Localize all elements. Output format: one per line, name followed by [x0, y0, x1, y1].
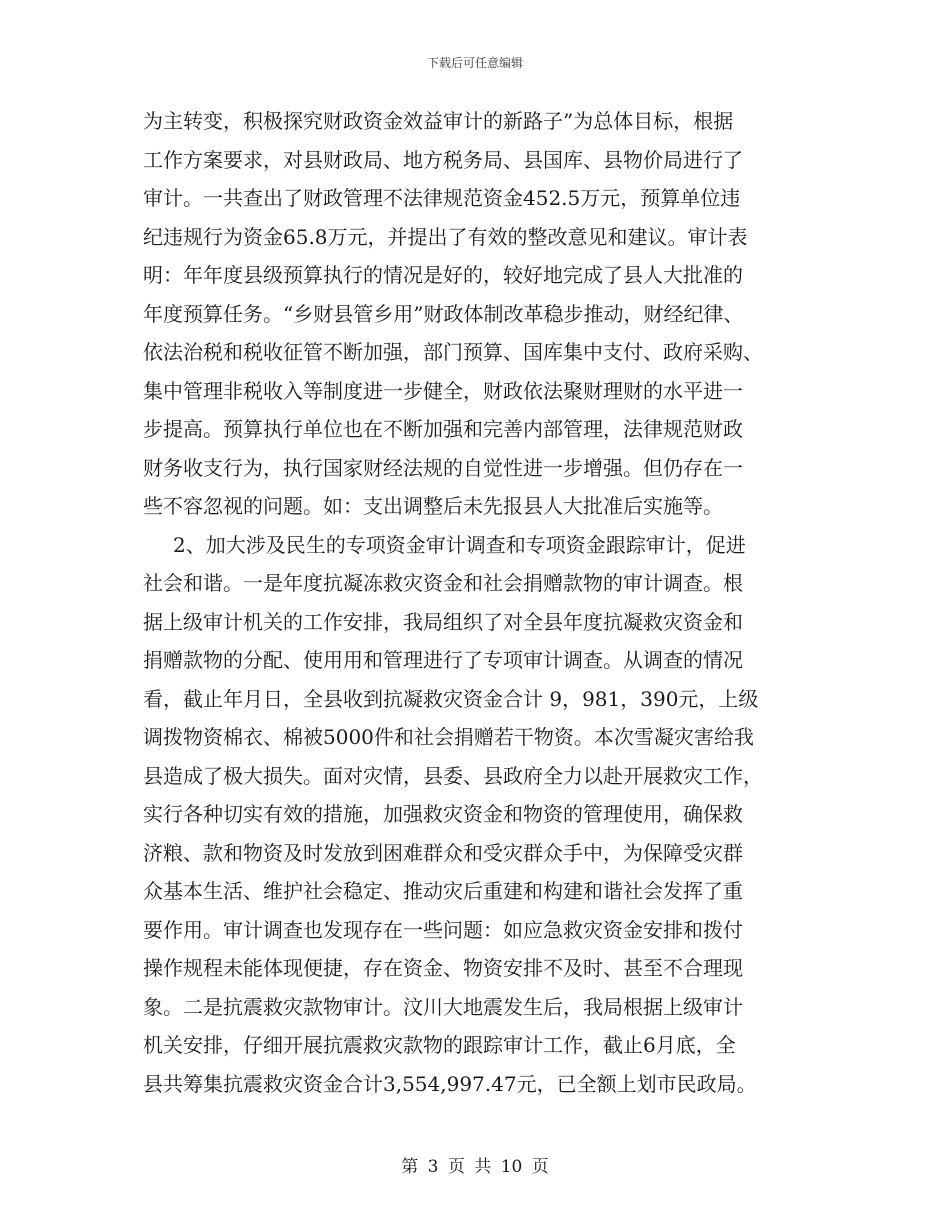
paragraph-start-line: 2、加大涉及民生的专项资金审计调查和专项资金跟踪审计，促进: [173, 532, 746, 557]
text-line: 明：年年度县级预算执行的情况是好的，较好地完成了县人大批准的: [143, 263, 743, 287]
text-line: 据上级审计机关的工作安排，我局组织了对全县年度抗凝救灾资金和: [143, 609, 743, 634]
text-line: 审计。一共查出了财政管理不法律规范资金452.5万元，预算单位违: [143, 186, 741, 210]
text-line: 看，截止年月日，全县收到抗凝救灾资金合计 9，981，390元，上级: [143, 686, 759, 711]
text-line: 纪违规行为资金65.8万元，并提出了有效的整改意见和建议。审计表: [143, 224, 748, 249]
text-line: 工作方案要求，对县财政局、地方税务局、县国库、县物价局进行了: [143, 147, 743, 172]
text-line: 集中管理非税收入等制度进一步健全，财政依法聚财理财的水平进一: [143, 378, 743, 403]
text-line: 县共筹集抗震救灾资金合计3,554,997.47元，已全额上划市民政局。: [143, 1071, 757, 1096]
text-line: 依法治税和税收征管不断加强，部门预算、国库集中支付、政府采购、: [143, 340, 763, 364]
text-line: 捐赠款物的分配、使用用和管理进行了专项审计调查。从调查的情况: [143, 648, 743, 672]
text-line: 年度预算任务。“乡财县管乡用”财政体制改革稳步推动，财经纪律、: [143, 301, 744, 326]
text-line: 象。二是抗震救灾款物审计。汶川大地震发生后，我局根据上级审计: [143, 994, 743, 1019]
document-body: [143, 102, 811, 1103]
text-line: 些不容忽视的问题。如：支出调整后未先报县人大批准后实施等。: [143, 494, 723, 518]
text-line: 步提高。预算执行单位也在不断加强和完善内部管理，法律规范财政: [143, 417, 743, 441]
text-line: 为主转变，积极探究财政资金效益审计的新路子”为总体目标，根据: [143, 109, 734, 133]
text-line: 机关安排，仔细开展抗震救灾款物的跟踪审计工作，截止6月底，全: [143, 1033, 736, 1057]
text-line: 要作用。审计调查也发现存在一些问题：如应急救灾资金安排和拨付: [143, 917, 743, 942]
text-line: 财务收支行为，执行国家财经法规的自觉性进一步增强。但仍存在一: [143, 455, 743, 480]
text-line: 众基本生活、维护社会稳定、推动灾后重建和构建和谐社会发挥了重: [143, 879, 743, 903]
text-line: 操作规程未能体现便捷，存在资金、物资安排不及时、甚至不合理现: [143, 956, 743, 980]
text-line: 济粮、款和物资及时发放到困难群众和受灾群众手中，为保障受灾群: [143, 840, 743, 865]
text-line: 社会和谐。一是年度抗凝冻救灾资金和社会捐赠款物的审计调查。根: [143, 571, 743, 595]
text-line: 县造成了极大损失。面对灾情，县委、县政府全力以赴开展救灾工作，: [143, 763, 763, 788]
text-line: 实行各种切实有效的措施，加强救灾资金和物资的管理使用，确保救: [143, 802, 743, 826]
page-header-note: 下载后可任意编辑: [426, 56, 523, 70]
page-number-footer: 第 3 页 共 10 页: [401, 1157, 549, 1177]
text-line: 调拨物资棉衣、棉被5000件和社会捐赠若干物资。本次雪凝灾害给我: [143, 725, 754, 749]
